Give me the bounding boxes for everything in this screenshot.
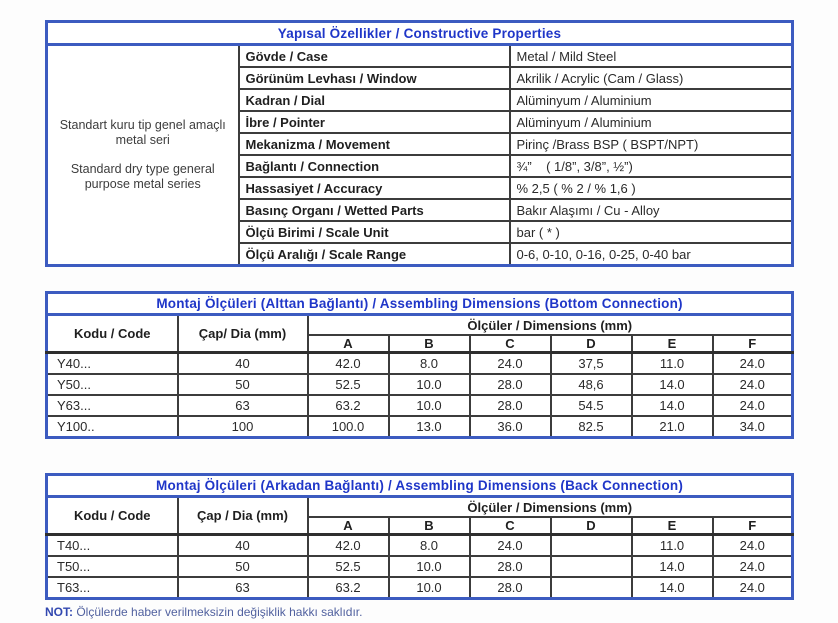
dim-e-cell: 14.0: [632, 577, 713, 599]
column-header-d: D: [551, 517, 632, 535]
series-description-cell: [47, 45, 239, 266]
dim-e-cell: 14.0: [632, 395, 713, 416]
property-label-scale-range: Ölçü Aralığı / Scale Range: [239, 243, 510, 266]
dim-c-cell: 24.0: [470, 535, 551, 557]
column-header-code: Kodu / Code: [47, 315, 178, 353]
dia-cell: 63: [178, 577, 308, 599]
dim-b-cell: 10.0: [389, 395, 470, 416]
property-value-dial: Alüminyum / Aluminium: [510, 89, 793, 111]
column-header-c: C: [470, 335, 551, 353]
property-value-case: Metal / Mild Steel: [510, 45, 793, 68]
dim-c-cell: 28.0: [470, 374, 551, 395]
property-value-connection: ¾” ( 1/8”, 3/8”, ½”): [510, 155, 793, 177]
dia-cell: 100: [178, 416, 308, 438]
footer-note-label: NOT:: [45, 605, 73, 619]
bottom-connection-title: Montaj Ölçüleri (Alttan Bağlantı) / Assembling Dimensions (Bottom Connection): [47, 293, 793, 315]
column-header-dimensions: Ölçüler / Dimensions (mm): [308, 315, 793, 336]
dim-a-cell: 52.5: [308, 556, 389, 577]
table-title-row: [47, 475, 793, 497]
dim-f-cell: 24.0: [713, 577, 793, 599]
dim-a-cell: 42.0: [308, 535, 389, 557]
dim-b-cell: 10.0: [389, 374, 470, 395]
dim-f-cell: 34.0: [713, 416, 793, 438]
dim-c-cell: 28.0: [470, 556, 551, 577]
table-row: [47, 395, 793, 416]
column-header-e: E: [632, 335, 713, 353]
back-connection-table: [45, 473, 794, 600]
dim-b-cell: 13.0: [389, 416, 470, 438]
spec-sheet: [45, 20, 791, 619]
table-row: [47, 416, 793, 438]
column-header-a: A: [308, 335, 389, 353]
property-label-wetted-parts: Basınç Organı / Wetted Parts: [239, 199, 510, 221]
property-label-connection: Bağlantı / Connection: [239, 155, 510, 177]
property-value-scale-range: 0-6, 0-10, 0-16, 0-25, 0-40 bar: [510, 243, 793, 266]
code-cell: Y50...: [47, 374, 178, 395]
dim-d-cell: 48,6: [551, 374, 632, 395]
table-row: [47, 45, 793, 68]
dia-cell: 50: [178, 556, 308, 577]
dia-cell: 63: [178, 395, 308, 416]
dim-d-cell: 37,5: [551, 353, 632, 375]
dim-d-cell: [551, 577, 632, 599]
dim-b-cell: 8.0: [389, 535, 470, 557]
code-cell: T40...: [47, 535, 178, 557]
column-header-dia: Çap/ Dia (mm): [178, 315, 308, 353]
property-value-accuracy: % 2,5 ( % 2 / % 1,6 ): [510, 177, 793, 199]
dim-f-cell: 24.0: [713, 353, 793, 375]
back-connection-title: Montaj Ölçüleri (Arkadan Bağlantı) / Assembling Dimensions (Back Connection): [47, 475, 793, 497]
column-header-code: Kodu / Code: [47, 497, 178, 535]
column-header-f: F: [713, 335, 793, 353]
dim-b-cell: 8.0: [389, 353, 470, 375]
dim-b-cell: 10.0: [389, 556, 470, 577]
property-value-scale-unit: bar ( * ): [510, 221, 793, 243]
bottom-connection-table: [45, 291, 794, 439]
series-description-english: Standard dry type general purpose metal series: [70, 162, 215, 191]
table-title-row: [47, 22, 793, 45]
dia-cell: 50: [178, 374, 308, 395]
dim-e-cell: 14.0: [632, 556, 713, 577]
dim-b-cell: 10.0: [389, 577, 470, 599]
property-label-case: Gövde / Case: [239, 45, 510, 68]
dim-e-cell: 21.0: [632, 416, 713, 438]
dim-f-cell: 24.0: [713, 395, 793, 416]
code-cell: Y63...: [47, 395, 178, 416]
dim-c-cell: 28.0: [470, 577, 551, 599]
table-row: [47, 353, 793, 375]
dim-d-cell: 54.5: [551, 395, 632, 416]
table-row: [47, 535, 793, 557]
column-header-dimensions: Ölçüler / Dimensions (mm): [308, 497, 793, 518]
property-value-window: Akrilik / Acrylic (Cam / Glass): [510, 67, 793, 89]
header-row: [47, 315, 793, 336]
code-cell: Y100..: [47, 416, 178, 438]
property-label-accuracy: Hassasiyet / Accuracy: [239, 177, 510, 199]
footer-note: [45, 605, 791, 619]
property-value-wetted-parts: Bakır Alaşımı / Cu - Alloy: [510, 199, 793, 221]
column-header-dia: Çap / Dia (mm): [178, 497, 308, 535]
column-header-d: D: [551, 335, 632, 353]
constructive-properties-table: [45, 20, 794, 267]
table-row: [47, 374, 793, 395]
dim-a-cell: 63.2: [308, 577, 389, 599]
dim-a-cell: 42.0: [308, 353, 389, 375]
property-value-pointer: Alüminyum / Aluminium: [510, 111, 793, 133]
dim-c-cell: 36.0: [470, 416, 551, 438]
dim-f-cell: 24.0: [713, 556, 793, 577]
dim-d-cell: [551, 556, 632, 577]
series-description-turkish: Standart kuru tip genel amaçlı metal seri: [59, 118, 226, 147]
code-cell: T50...: [47, 556, 178, 577]
dim-f-cell: 24.0: [713, 374, 793, 395]
dia-cell: 40: [178, 353, 308, 375]
table-title-row: [47, 293, 793, 315]
header-row: [47, 497, 793, 518]
column-header-a: A: [308, 517, 389, 535]
table-row: [47, 577, 793, 599]
dim-e-cell: 11.0: [632, 353, 713, 375]
property-label-movement: Mekanizma / Movement: [239, 133, 510, 155]
property-label-dial: Kadran / Dial: [239, 89, 510, 111]
code-cell: Y40...: [47, 353, 178, 375]
constructive-table-title: Yapısal Özellikler / Constructive Properties: [47, 22, 793, 45]
dim-c-cell: 28.0: [470, 395, 551, 416]
property-value-movement: Pirinç /Brass BSP ( BSPT/NPT): [510, 133, 793, 155]
column-header-c: C: [470, 517, 551, 535]
dim-a-cell: 52.5: [308, 374, 389, 395]
dim-c-cell: 24.0: [470, 353, 551, 375]
column-header-b: B: [389, 517, 470, 535]
dim-a-cell: 63.2: [308, 395, 389, 416]
property-label-scale-unit: Ölçü Birimi / Scale Unit: [239, 221, 510, 243]
code-cell: T63...: [47, 577, 178, 599]
footer-note-text: Ölçülerde haber verilmeksizin değişiklik hakkı saklıdır.: [76, 605, 363, 619]
dim-a-cell: 100.0: [308, 416, 389, 438]
property-label-pointer: İbre / Pointer: [239, 111, 510, 133]
property-label-window: Görünüm Levhası / Window: [239, 67, 510, 89]
column-header-e: E: [632, 517, 713, 535]
dim-d-cell: 82.5: [551, 416, 632, 438]
dia-cell: 40: [178, 535, 308, 557]
table-row: [47, 556, 793, 577]
dim-f-cell: 24.0: [713, 535, 793, 557]
dim-e-cell: 11.0: [632, 535, 713, 557]
column-header-b: B: [389, 335, 470, 353]
column-header-f: F: [713, 517, 793, 535]
dim-d-cell: [551, 535, 632, 557]
dim-e-cell: 14.0: [632, 374, 713, 395]
